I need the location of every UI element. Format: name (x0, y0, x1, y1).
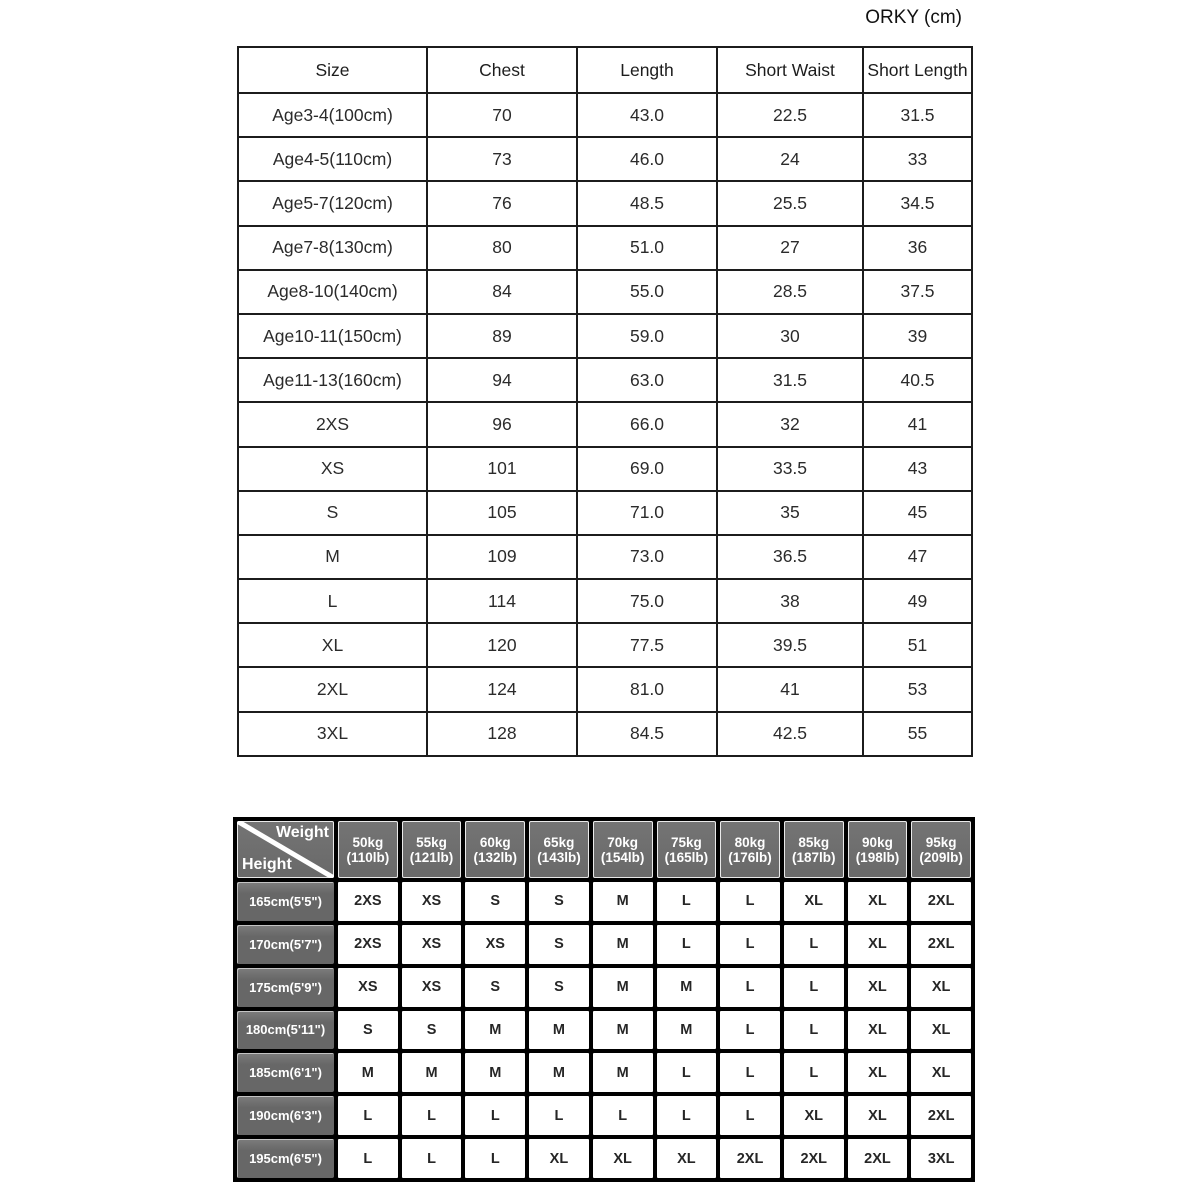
length-cell: 84.5 (577, 712, 717, 756)
recommended-size-cell: M (465, 1011, 525, 1050)
recommended-size-cell: L (402, 1096, 462, 1135)
weight-kg-label: 60kg (479, 834, 511, 850)
size-name-cell: Age10-11(150cm) (238, 314, 427, 358)
size-table-row (238, 358, 972, 402)
recommended-size-cell: 2XL (848, 1139, 908, 1178)
weight-lb-label: (121lb) (409, 849, 454, 865)
short-length-cell: 34.5 (863, 181, 972, 225)
weight-header-cell (911, 821, 971, 878)
short-waist-cell: 24 (717, 137, 863, 181)
short-length-cell: 39 (863, 314, 972, 358)
length-cell: 48.5 (577, 181, 717, 225)
weight-height-corner-cell (237, 821, 334, 878)
recommended-size-cell: M (657, 968, 717, 1007)
size-name-cell: S (238, 491, 427, 535)
chest-cell: 105 (427, 491, 577, 535)
recommended-size-cell: L (720, 1053, 780, 1092)
chest-cell: 80 (427, 226, 577, 270)
recommended-size-cell: 2XL (911, 882, 971, 921)
recommended-size-cell: XL (529, 1139, 589, 1178)
recommended-size-cell: L (720, 925, 780, 964)
recommended-size-cell: L (720, 968, 780, 1007)
size-table-row (238, 270, 972, 314)
short-length-cell: 51 (863, 623, 972, 667)
corner-weight-label: Weight (275, 824, 329, 841)
short-length-cell: 47 (863, 535, 972, 579)
size-table-row (238, 491, 972, 535)
short-waist-cell: 27 (717, 226, 863, 270)
recommended-size-cell: S (529, 925, 589, 964)
weight-lb-label: (154lb) (600, 849, 645, 865)
size-name-cell: Age8-10(140cm) (238, 270, 427, 314)
size-name-cell: Age5-7(120cm) (238, 181, 427, 225)
recommended-size-cell: XL (848, 882, 908, 921)
weight-lb-label: (209lb) (919, 849, 963, 865)
length-cell: 73.0 (577, 535, 717, 579)
column-header-chest: Chest (427, 47, 577, 93)
chest-cell: 114 (427, 579, 577, 623)
weight-kg-label: 65kg (543, 834, 575, 850)
recommended-size-cell: L (720, 882, 780, 921)
recommended-size-cell: M (402, 1053, 462, 1092)
height-row-label: 170cm(5'7") (237, 925, 334, 964)
short-length-cell: 53 (863, 667, 972, 711)
recommended-size-cell: XL (911, 1053, 971, 1092)
weight-kg-label: 70kg (607, 834, 639, 850)
recommended-size-cell: L (784, 968, 844, 1007)
recommended-size-cell: 2XL (911, 925, 971, 964)
size-table-row (238, 535, 972, 579)
recommended-size-cell: S (529, 882, 589, 921)
short-length-cell: 49 (863, 579, 972, 623)
weight-kg-label: 80kg (734, 834, 766, 850)
chest-cell: 89 (427, 314, 577, 358)
short-waist-cell: 32 (717, 402, 863, 446)
column-header-length: Length (577, 47, 717, 93)
size-table-header (238, 47, 972, 93)
recommended-size-cell: L (402, 1139, 462, 1178)
length-cell: 77.5 (577, 623, 717, 667)
length-cell: 66.0 (577, 402, 717, 446)
recommended-size-cell: S (465, 882, 525, 921)
weight-kg-label: 75kg (670, 834, 702, 850)
recommended-size-cell: XL (784, 1096, 844, 1135)
size-table-row (238, 137, 972, 181)
recommended-size-cell: XL (848, 1011, 908, 1050)
short-waist-cell: 42.5 (717, 712, 863, 756)
length-cell: 75.0 (577, 579, 717, 623)
recommended-size-cell: S (529, 968, 589, 1007)
short-waist-cell: 39.5 (717, 623, 863, 667)
chest-cell: 124 (427, 667, 577, 711)
weight-lb-label: (110lb) (346, 849, 390, 865)
size-name-cell: XL (238, 623, 427, 667)
short-waist-cell: 30 (717, 314, 863, 358)
recommended-size-cell: L (529, 1096, 589, 1135)
weight-header-cell (338, 821, 398, 878)
chest-cell: 73 (427, 137, 577, 181)
height-row-label: 190cm(6'3") (237, 1096, 334, 1135)
weight-header-cell (593, 821, 653, 878)
height-row-label: 185cm(6'1") (237, 1053, 334, 1092)
short-length-cell: 36 (863, 226, 972, 270)
column-header-short-length: Short Length (863, 47, 972, 93)
size-table-row (238, 579, 972, 623)
recommended-size-cell: M (465, 1053, 525, 1092)
short-waist-cell: 22.5 (717, 93, 863, 137)
weight-kg-label: 50kg (352, 834, 384, 850)
recommended-size-cell: L (657, 1053, 717, 1092)
recommended-size-cell: XS (338, 968, 398, 1007)
recommended-size-cell: M (593, 1011, 653, 1050)
chest-cell: 70 (427, 93, 577, 137)
size-name-cell: 2XL (238, 667, 427, 711)
recommended-size-cell: XS (465, 925, 525, 964)
chest-cell: 120 (427, 623, 577, 667)
recommended-size-cell: M (338, 1053, 398, 1092)
recommended-size-cell: 3XL (911, 1139, 971, 1178)
weight-lb-label: (132lb) (473, 849, 517, 865)
length-cell: 55.0 (577, 270, 717, 314)
size-name-cell: Age7-8(130cm) (238, 226, 427, 270)
size-table-row (238, 314, 972, 358)
recommended-size-cell: L (338, 1139, 398, 1178)
recommended-size-cell: 2XS (338, 882, 398, 921)
recommended-size-cell: S (338, 1011, 398, 1050)
size-table-row (238, 447, 972, 491)
short-length-cell: 41 (863, 402, 972, 446)
size-table-row (238, 623, 972, 667)
recommended-size-cell: 2XL (784, 1139, 844, 1178)
short-waist-cell: 41 (717, 667, 863, 711)
recommended-size-cell: L (784, 1053, 844, 1092)
recommended-size-cell: XL (657, 1139, 717, 1178)
length-cell: 81.0 (577, 667, 717, 711)
size-table-row (238, 667, 972, 711)
recommended-size-cell: 2XS (338, 925, 398, 964)
short-waist-cell: 36.5 (717, 535, 863, 579)
size-name-cell: 3XL (238, 712, 427, 756)
size-table-row (238, 93, 972, 137)
size-table-row (238, 181, 972, 225)
recommended-size-cell: M (593, 1053, 653, 1092)
recommended-size-cell: M (593, 882, 653, 921)
weight-lb-label: (176lb) (728, 849, 772, 865)
recommended-size-cell: L (338, 1096, 398, 1135)
recommended-size-cell: L (720, 1096, 780, 1135)
recommended-size-cell: XL (848, 968, 908, 1007)
recommended-size-cell: L (465, 1096, 525, 1135)
length-cell: 59.0 (577, 314, 717, 358)
recommended-size-cell: XS (402, 968, 462, 1007)
recommended-size-cell: L (784, 925, 844, 964)
short-length-cell: 37.5 (863, 270, 972, 314)
length-cell: 63.0 (577, 358, 717, 402)
weight-height-fit-table (233, 817, 975, 1182)
recommended-size-cell: XL (848, 925, 908, 964)
length-cell: 46.0 (577, 137, 717, 181)
size-name-cell: Age3-4(100cm) (238, 93, 427, 137)
recommended-size-cell: L (657, 925, 717, 964)
height-row-label: 175cm(5'9") (237, 968, 334, 1007)
chest-cell: 84 (427, 270, 577, 314)
recommended-size-cell: 2XL (911, 1096, 971, 1135)
recommended-size-cell: L (465, 1139, 525, 1178)
recommended-size-cell: 2XL (720, 1139, 780, 1178)
recommended-size-cell: M (529, 1053, 589, 1092)
short-waist-cell: 31.5 (717, 358, 863, 402)
size-table-row (238, 712, 972, 756)
recommended-size-cell: M (657, 1011, 717, 1050)
column-header-short-waist: Short Waist (717, 47, 863, 93)
recommended-size-cell: M (593, 968, 653, 1007)
weight-lb-label: (198lb) (855, 849, 900, 865)
recommended-size-cell: L (657, 882, 717, 921)
short-length-cell: 31.5 (863, 93, 972, 137)
size-name-cell: Age11-13(160cm) (238, 358, 427, 402)
size-name-cell: L (238, 579, 427, 623)
size-name-cell: Age4-5(110cm) (238, 137, 427, 181)
weight-header-cell (529, 821, 589, 878)
weight-header-cell (720, 821, 780, 878)
recommended-size-cell: XS (402, 882, 462, 921)
size-table-row (238, 226, 972, 270)
recommended-size-cell: XL (911, 1011, 971, 1050)
chest-cell: 128 (427, 712, 577, 756)
recommended-size-cell: XL (848, 1096, 908, 1135)
corner-height-label: Height (242, 856, 292, 873)
short-waist-cell: 35 (717, 491, 863, 535)
chest-cell: 101 (427, 447, 577, 491)
weight-kg-label: 55kg (416, 834, 447, 850)
short-waist-cell: 38 (717, 579, 863, 623)
weight-header-cell (848, 821, 908, 878)
short-length-cell: 45 (863, 491, 972, 535)
column-header-size: Size (238, 47, 427, 93)
weight-header-cell (784, 821, 844, 878)
short-length-cell: 43 (863, 447, 972, 491)
chest-cell: 109 (427, 535, 577, 579)
recommended-size-cell: XS (402, 925, 462, 964)
chest-cell: 76 (427, 181, 577, 225)
weight-header-cell (465, 821, 525, 878)
recommended-size-cell: L (657, 1096, 717, 1135)
recommended-size-cell: S (465, 968, 525, 1007)
short-length-cell: 55 (863, 712, 972, 756)
weight-header-cell (402, 821, 462, 878)
recommended-size-cell: XL (784, 882, 844, 921)
weight-header-cell (657, 821, 717, 878)
weight-kg-label: 95kg (925, 834, 957, 850)
recommended-size-cell: M (529, 1011, 589, 1050)
recommended-size-cell: L (593, 1096, 653, 1135)
recommended-size-cell: L (784, 1011, 844, 1050)
recommended-size-cell: XL (593, 1139, 653, 1178)
length-cell: 43.0 (577, 93, 717, 137)
size-name-cell: 2XS (238, 402, 427, 446)
recommended-size-cell: XL (911, 968, 971, 1007)
length-cell: 71.0 (577, 491, 717, 535)
chest-cell: 96 (427, 402, 577, 446)
size-table-body (238, 93, 972, 756)
weight-lb-label: (187lb) (791, 849, 836, 865)
weight-kg-label: 90kg (862, 834, 893, 850)
short-waist-cell: 25.5 (717, 181, 863, 225)
weight-kg-label: 85kg (798, 834, 830, 850)
size-measurement-table (237, 46, 973, 757)
size-name-cell: M (238, 535, 427, 579)
size-table-row (238, 402, 972, 446)
recommended-size-cell: L (720, 1011, 780, 1050)
short-length-cell: 40.5 (863, 358, 972, 402)
size-name-cell: XS (238, 447, 427, 491)
weight-lb-label: (143lb) (537, 849, 581, 865)
height-row-label: 195cm(6'5") (237, 1139, 334, 1178)
height-row-label: 165cm(5'5") (237, 882, 334, 921)
short-waist-cell: 33.5 (717, 447, 863, 491)
size-table-header-row (238, 47, 972, 93)
recommended-size-cell: XL (848, 1053, 908, 1092)
weight-lb-label: (165lb) (664, 849, 709, 865)
chest-cell: 94 (427, 358, 577, 402)
length-cell: 51.0 (577, 226, 717, 270)
unit-label: ORKY (cm) (865, 7, 962, 28)
short-waist-cell: 28.5 (717, 270, 863, 314)
length-cell: 69.0 (577, 447, 717, 491)
recommended-size-cell: M (593, 925, 653, 964)
recommended-size-cell: S (402, 1011, 462, 1050)
short-length-cell: 33 (863, 137, 972, 181)
height-row-label: 180cm(5'11") (237, 1011, 334, 1050)
